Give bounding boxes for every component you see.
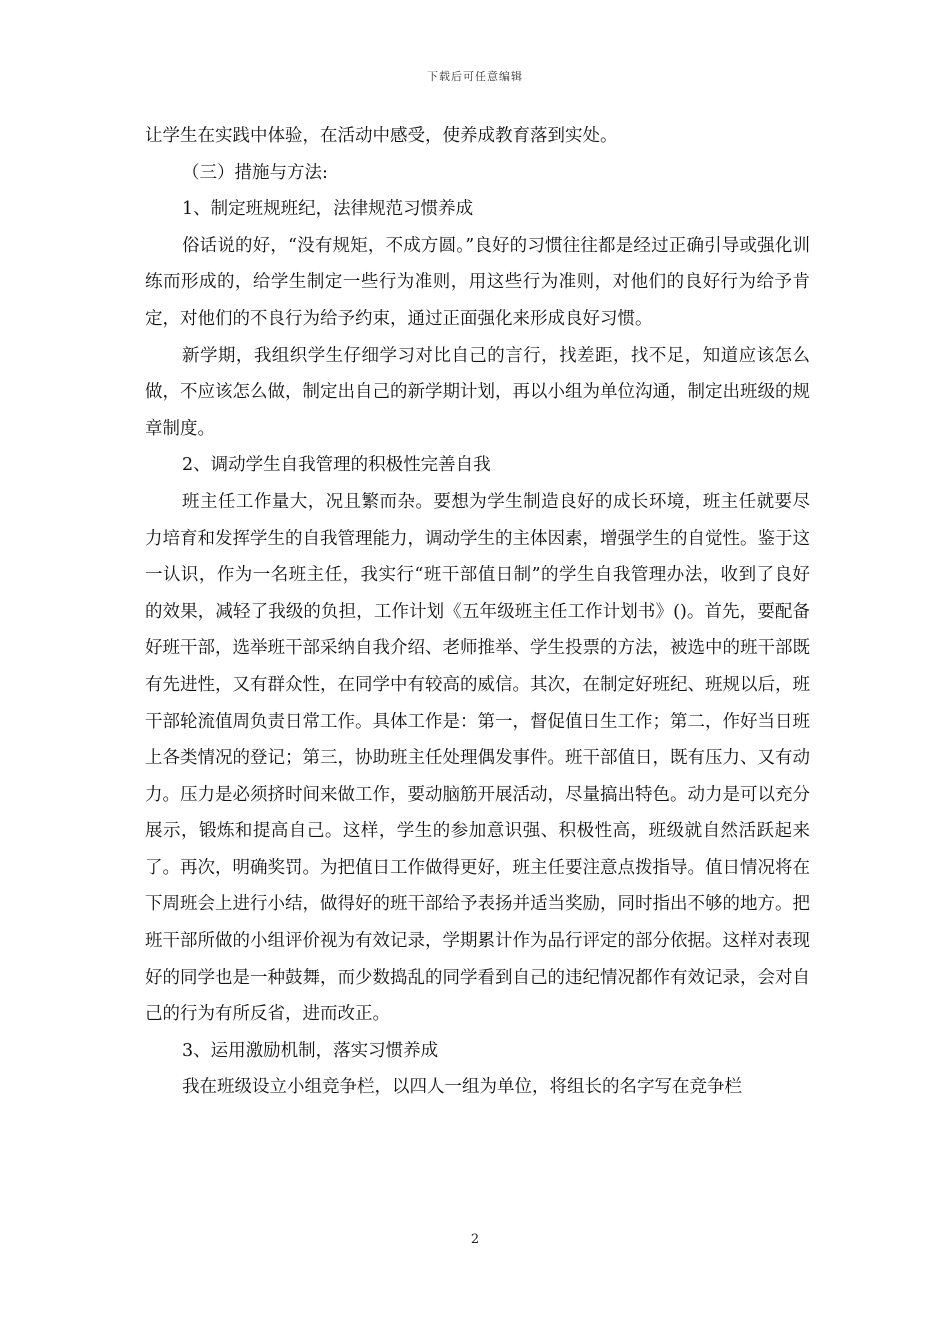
paragraph-1: 让学生在实践中体验，在活动中感受，使养成教育落到实处。 — [145, 126, 618, 146]
page-header: 下载后可任意编辑 — [427, 70, 523, 83]
subheading-3: 3、运用激励机制，落实习惯养成 — [182, 1040, 439, 1061]
page-number: 2 — [470, 1232, 480, 1247]
paragraph-5: 我在班级设立小组竞争栏，以四人一组为单位，将组长的名字写在竞争栏 — [182, 1077, 742, 1098]
subheading-2: 2、调动学生自我管理的积极性完善自我 — [182, 455, 491, 476]
paragraph-3: 新学期，我组织学生仔细学习对比自己的言行，找差距，找不足，知道应该怎么做，不应该怎么做，制定出自己的新学期计划，再以小组为单位沟通，制定出班级的规章制度。 — [145, 345, 810, 439]
document-body — [145, 118, 810, 1106]
paragraph-2: 俗话说的好，“没有规矩，不成方圆。”良好的习惯往往都是经过正确引导或强化训练而形成的，给学生制定一些行为准则，用这些行为准则，对他们的良好行为给予肯定，对他们的不良行为给予约束，通过正面强化来形成良好习惯。 — [145, 235, 810, 329]
subheading-1: 1、制定班规班纪，法律规范习惯养成 — [182, 199, 474, 220]
paragraph-4: 班主任工作量大，况且繁而杂。要想为学生制造良好的成长环境，班主任就要尽力培育和发挥学生的自我管理能力，调动学生的主体因素，增强学生的自觉性。鉴于这一认识，作为一名班主任，我实行“班干部值日制”的学生自我管理办法，收到了良好的效果，减轻了我级的负担，工作计划《五年级班主任工作计划书》()。首先，要配备好班干部，选举班干部采纳自我介绍、老师推举、学生投票的方法，被选中的班干部既有先进性，又有群众性，在同学中有较高的威信。其次，在制定好班纪、班规以后，班干部轮流值周负责日常工作。具体工作是：第一，督促值日生工作；第二，作好当日班上各类情况的登记；第三，协助班主任处理偶发事件。班干部值日，既有压力、又有动力。压力是必须挤时间来做工作，要动脑筋开展活动，尽量搞出特色。动力是可以充分展示，锻炼和提高自己。这样，学生的参加意识强、积极性高，班级就自然活跃起来了。再次，明确奖罚。为把值日工作做得更好，班主任要注意点拨指导。值日情况将在下周班会上进行小结，做得好的班干部给予表扬并适当奖励，同时指出不够的地方。把班干部所做的小组评价视为有效记录，学期累计作为品行评定的部分依据。这样对表现好的同学也是一种鼓舞，而少数捣乱的同学看到自己的违纪情况都作有效记录，会对自己的行为有所反省，进而改正。 — [145, 491, 810, 1025]
section-heading-measures: （三）措施与方法: — [182, 162, 328, 183]
